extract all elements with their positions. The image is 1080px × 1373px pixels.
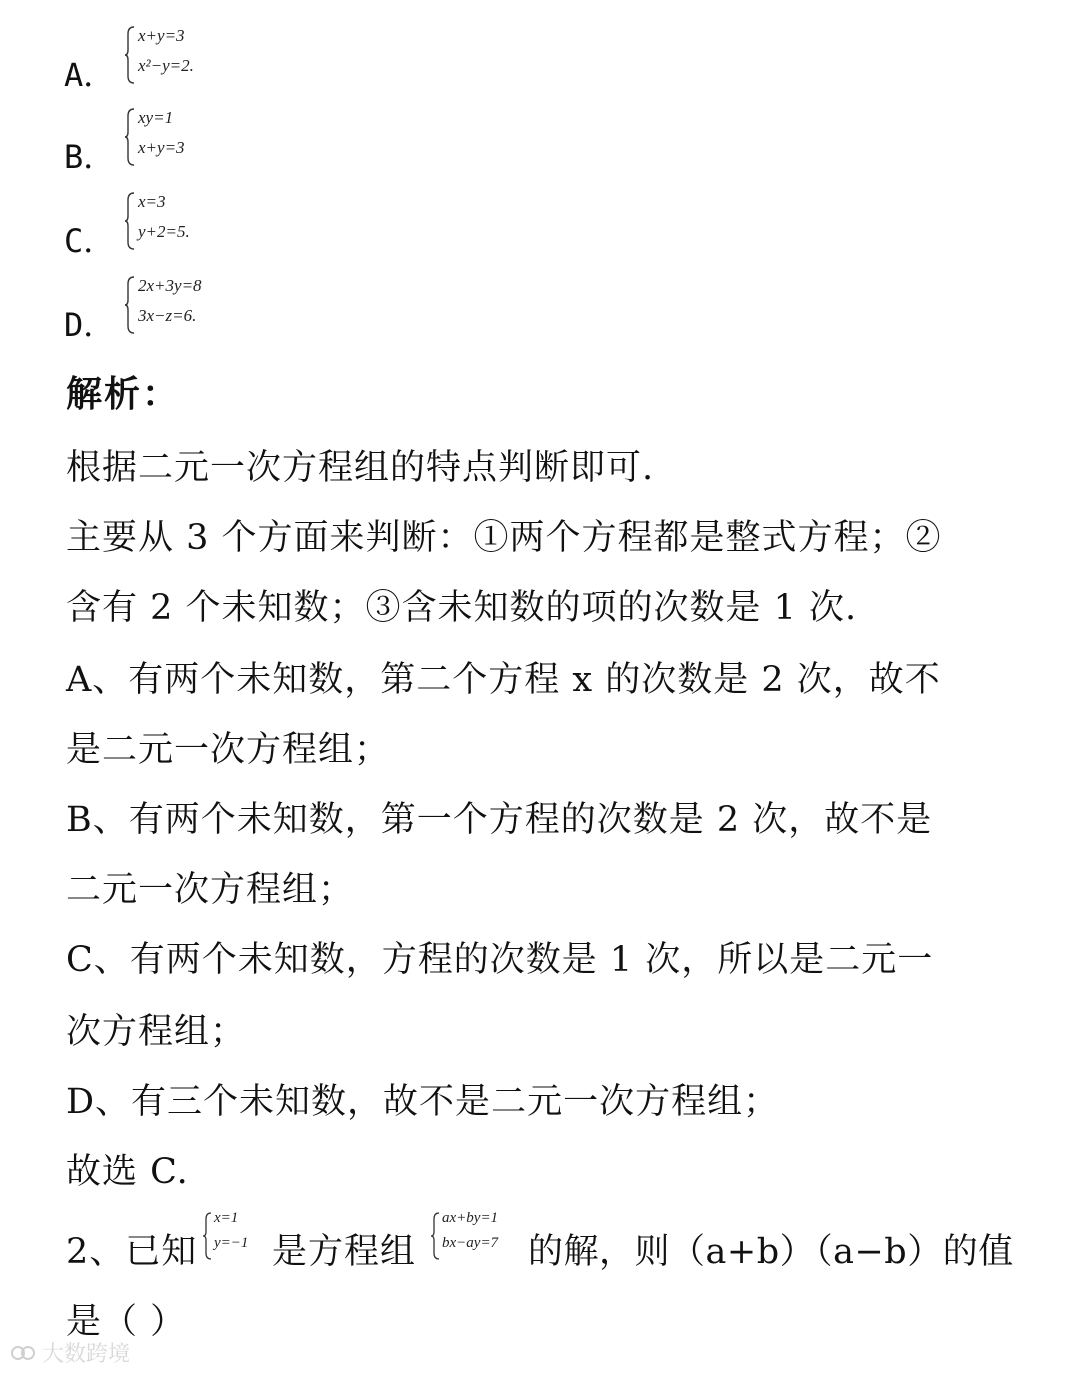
option-b [64,106,464,176]
analysis-line: 故选 C. [66,1152,189,1192]
option-d-equation-1: 2x+3y=8 [138,276,202,295]
watermark-logo-icon [10,1342,36,1364]
left-brace-icon [124,276,136,334]
question-2-middle: 是方程组 [272,1232,417,1272]
solution-equation-2: y=−1 [214,1235,249,1251]
option-a-equation-2: x²−y=2. [138,56,194,75]
solution-equation-1: x=1 [214,1210,239,1226]
analysis-line: A、有两个未知数，第二个方程 x 的次数是 2 次，故不 [66,660,941,700]
left-brace-icon [124,192,136,250]
option-d-equation-2: 3x−z=6. [138,306,197,325]
analysis-line: 次方程组； [66,1012,247,1052]
analysis-line: D、有三个未知数，故不是二元一次方程组； [66,1082,780,1122]
option-a-equation-1: x+y=3 [138,26,185,45]
analysis-line: 二元一次方程组； [66,870,355,910]
left-brace-icon [430,1212,440,1260]
analysis-line: 根据二元一次方程组的特点判断即可. [66,448,655,488]
left-brace-icon [124,26,136,84]
analysis-heading: 解析： [66,374,181,415]
option-d-label: D． [64,306,116,344]
option-a-label: A． [64,56,116,94]
option-b-equation-1: xy=1 [138,108,174,127]
option-b-label: B． [64,138,116,176]
system-equation-2: bx−ay=7 [442,1235,499,1251]
option-a-system [124,24,284,88]
analysis-line: B、有两个未知数，第一个方程的次数是 2 次，故不是 [66,800,933,840]
watermark [10,1337,130,1368]
option-d-system [124,274,284,338]
left-brace-icon [124,108,136,166]
option-a [64,24,464,94]
question-2-system [430,1210,530,1262]
option-b-equation-2: x+y=3 [138,138,185,157]
watermark-text: 大数跨境 [42,1342,131,1367]
question-2-solution [202,1210,272,1262]
question-2-line-2: 是（ ） [66,1302,187,1342]
option-d [64,274,464,344]
option-c-equation-2: y+2=5. [138,222,190,241]
question-2-suffix: 的解，则（a+b）（a−b）的值 [528,1232,1014,1272]
question-2-prefix: 2、已知 [66,1232,198,1272]
system-equation-1: ax+by=1 [442,1210,499,1226]
left-brace-icon [202,1212,212,1260]
analysis-line: 主要从 3 个方面来判断：①两个方程都是整式方程；② [66,518,942,558]
option-b-system [124,106,284,170]
option-c-equation-1: x=3 [138,192,166,211]
analysis-line: 含有 2 个未知数；③含未知数的项的次数是 1 次. [66,588,858,628]
option-c-system [124,190,284,254]
analysis-line: C、有两个未知数，方程的次数是 1 次，所以是二元一 [66,940,934,980]
analysis-line: 是二元一次方程组； [66,730,391,770]
option-c [64,190,464,260]
option-c-label: C． [64,222,116,260]
